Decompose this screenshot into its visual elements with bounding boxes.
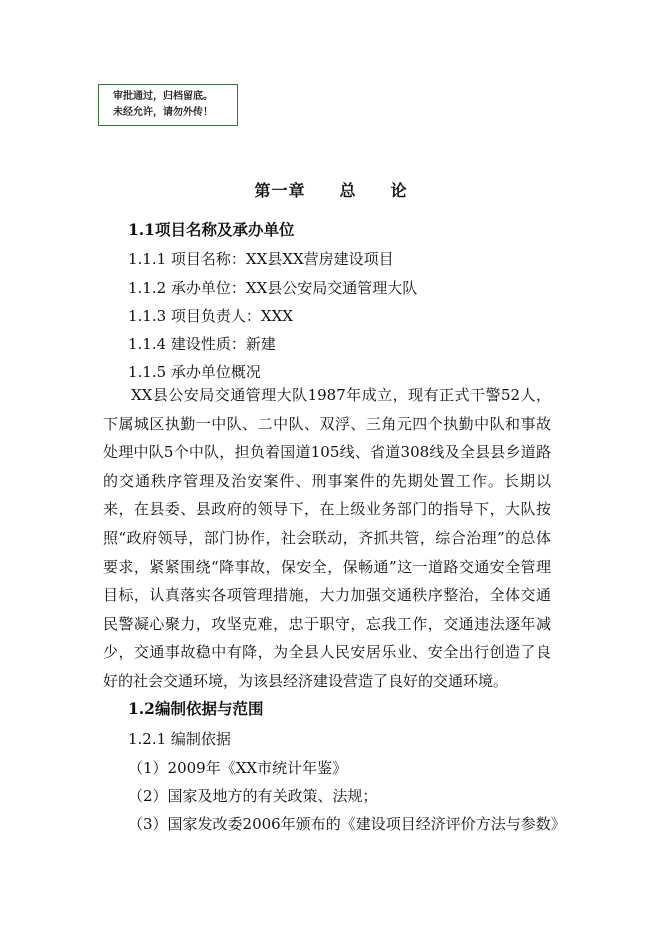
item-1-1-3: 1.1.3 项目负责人：XXX — [128, 307, 293, 325]
chapter-name-char-2: 论 — [390, 181, 408, 200]
organization-overview-paragraph: XX县公安局交通管理大队1987年成立，现有正式干警52人，下属城区执勤一中队、二中队、双浮、三角元四个执勤中队和事故处理中队5个中队，担负着国道105线、省道308线及全县县乡道路的交通秩序管理及治安案件、刑事案件的先期处置工作。长期以来，在县委、县政府的领导下，在上级业务部门的指导下，大队按照“政府领导，部门协作，社会联动，齐抓共管，综合治理”的总体要求，紧紧围绕“降事故，保安全，保畅通”这一道路交通安全管理目标，认真落实各项管理措施，大力加强交通秩序整治，全体交通民警凝心聚力，攻坚克难，忠于职守，忘我工作，交通违法逐年减少，交通事故稳中有降，为全县人民安居乐业、安全出行创造了良好的社会交通环境，为该县经济建设营造了良好的交通环境。 — [103, 386, 551, 690]
basis-item-3: （3）国家发改委2006年颁布的《建设项目经济评价方法与参数》 — [128, 815, 566, 833]
chapter-number: 第一章 — [254, 181, 306, 200]
section-1-1-heading: 1.1项目名称及承办单位 — [128, 220, 295, 239]
basis-item-2: （2）国家及地方的有关政策、法规； — [128, 787, 378, 805]
approval-stamp — [98, 84, 238, 126]
chapter-title — [0, 178, 662, 201]
item-1-1-5: 1.1.5 承办单位概况 — [128, 363, 261, 381]
item-1-2-1: 1.2.1 编制依据 — [128, 730, 231, 748]
item-1-1-1: 1.1.1 项目名称：XX县XX营房建设项目 — [128, 250, 394, 268]
section-1-2-heading: 1.2编制依据与范围 — [128, 699, 264, 718]
stamp-line-2: 未经允许，请勿外传！ — [113, 107, 213, 118]
item-1-1-2: 1.1.2 承办单位：XX县公安局交通管理大队 — [128, 279, 418, 297]
stamp-line-1: 审批通过，归档留底。 — [113, 91, 213, 102]
item-1-1-4: 1.1.4 建设性质：新建 — [128, 335, 276, 353]
chapter-name-char-1: 总 — [339, 181, 357, 200]
basis-item-1: （1）2009年《XX市统计年鉴》 — [128, 759, 348, 777]
